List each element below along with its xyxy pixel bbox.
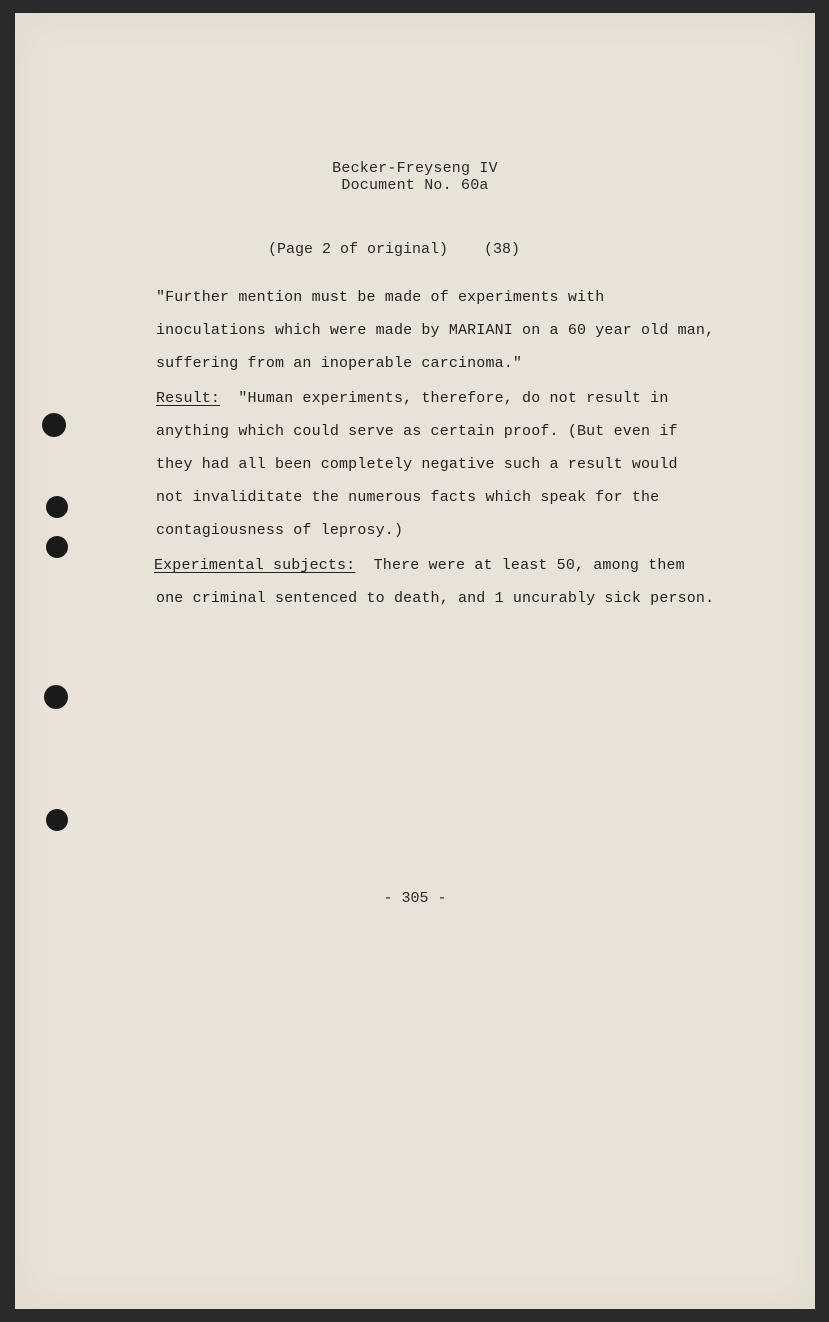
original-page-number: (38) xyxy=(484,241,521,258)
subjects-text: There were at least 50, among them xyxy=(355,557,685,574)
document-page xyxy=(15,13,815,1309)
text-line: "Further mention must be made of experiments with xyxy=(156,289,605,306)
text-line: anything which could serve as certain proof. (But even if xyxy=(156,423,678,440)
document-number: Document No. 60a xyxy=(341,177,489,194)
punch-hole xyxy=(44,685,68,709)
text-line: not invaliditate the numerous facts which speak for the xyxy=(156,489,660,506)
page-number: - 305 - xyxy=(383,890,447,907)
original-page-reference xyxy=(268,241,520,258)
text-line: contagiousness of leprosy.) xyxy=(156,522,404,539)
original-page-label: (Page 2 of original) xyxy=(268,241,449,258)
subjects-line xyxy=(154,557,685,574)
punch-hole xyxy=(46,536,68,558)
result-label: Result: xyxy=(156,390,221,407)
text-line: inoculations which were made by MARIANI on a 60 year old man, xyxy=(156,322,715,339)
text-line: suffering from an inoperable carcinoma." xyxy=(156,355,523,372)
document-series: Becker-Freyseng IV xyxy=(332,160,498,177)
punch-hole xyxy=(46,809,68,831)
subjects-label: Experimental subjects: xyxy=(154,557,356,574)
result-text: "Human experiments, therefore, do not result in xyxy=(220,390,669,407)
text-line: they had all been completely negative such a result would xyxy=(156,456,678,473)
text-line: one criminal sentenced to death, and 1 uncurably sick person. xyxy=(156,590,715,607)
punch-hole xyxy=(42,413,66,437)
punch-hole xyxy=(46,496,68,518)
result-line xyxy=(156,390,668,407)
